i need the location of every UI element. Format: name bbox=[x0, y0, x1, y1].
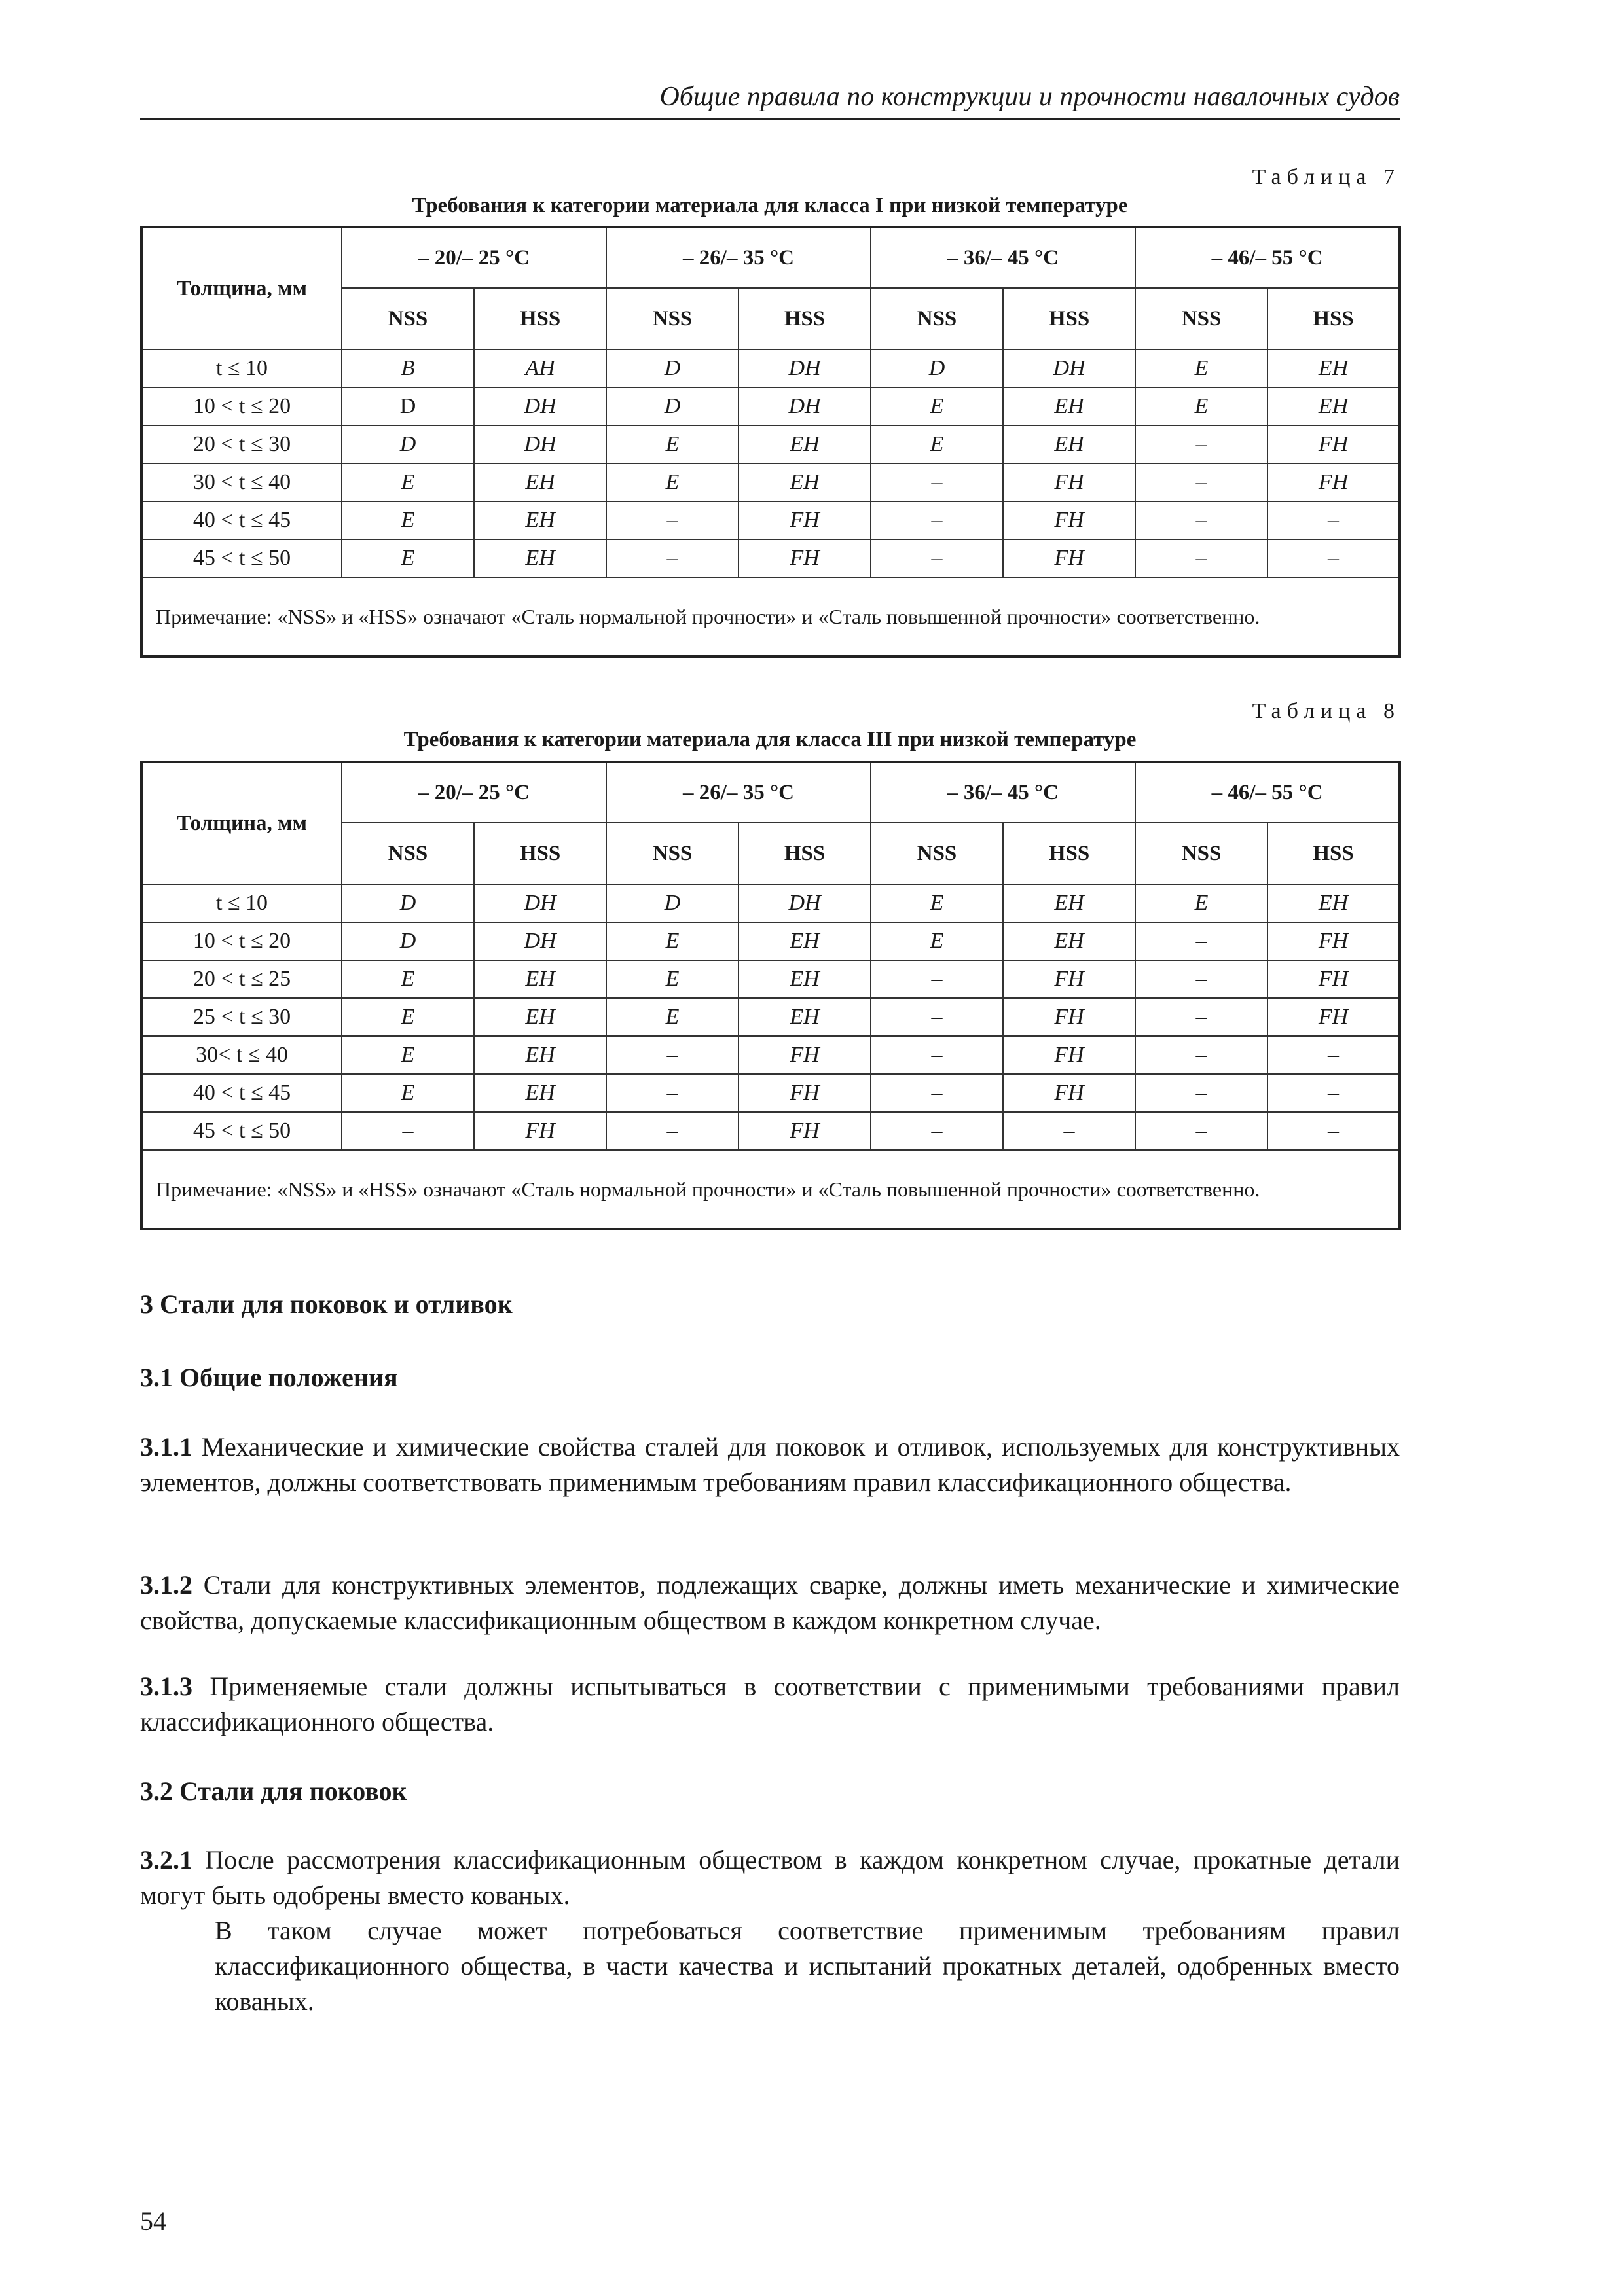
grade-cell: – bbox=[1135, 922, 1267, 960]
grade-cell: D bbox=[342, 425, 474, 463]
table-row bbox=[141, 1074, 1400, 1112]
grade-cell: FH bbox=[1267, 960, 1400, 998]
grade-cell: EH bbox=[739, 463, 871, 501]
grade-cell: – bbox=[1135, 1112, 1267, 1150]
grade-cell: FH bbox=[739, 539, 871, 577]
grade-cell: FH bbox=[739, 1036, 871, 1074]
steel-type-header: NSS bbox=[342, 288, 474, 350]
thickness-cell: 40 < t ≤ 45 bbox=[141, 1074, 342, 1112]
grade-cell: E bbox=[871, 387, 1003, 425]
grade-cell: DH bbox=[474, 884, 606, 922]
grade-cell: E bbox=[342, 501, 474, 539]
thickness-cell: 20 < t ≤ 25 bbox=[141, 960, 342, 998]
grade-cell: EH bbox=[739, 425, 871, 463]
grade-cell: – bbox=[606, 1074, 739, 1112]
section-heading: 3 Стали для поковок и отливок bbox=[140, 1289, 513, 1319]
thickness-header: Толщина, мм bbox=[141, 227, 342, 350]
grade-cell: – bbox=[1135, 425, 1267, 463]
grade-cell: E bbox=[342, 960, 474, 998]
table-7-number: Таблица 7 bbox=[1252, 165, 1400, 189]
steel-type-header: NSS bbox=[606, 823, 739, 884]
grade-cell: EH bbox=[1267, 884, 1400, 922]
grade-cell: D bbox=[342, 922, 474, 960]
grade-cell: DH bbox=[474, 387, 606, 425]
grade-cell: – bbox=[871, 960, 1003, 998]
table-row bbox=[141, 884, 1400, 922]
grade-cell: – bbox=[1267, 1112, 1400, 1150]
grade-cell: – bbox=[1135, 463, 1267, 501]
grade-cell: – bbox=[871, 539, 1003, 577]
grade-cell: E bbox=[342, 539, 474, 577]
grade-cell: – bbox=[871, 1036, 1003, 1074]
grade-cell: B bbox=[342, 350, 474, 387]
grade-cell: FH bbox=[1267, 998, 1400, 1036]
temp-header: – 46/– 55 °C bbox=[1135, 762, 1400, 823]
grade-cell: DH bbox=[1003, 350, 1135, 387]
grade-cell: FH bbox=[1003, 463, 1135, 501]
table-row bbox=[141, 1036, 1400, 1074]
grade-cell: – bbox=[1135, 998, 1267, 1036]
steel-type-header: HSS bbox=[1267, 288, 1400, 350]
grade-cell: – bbox=[1267, 1036, 1400, 1074]
grade-cell: EH bbox=[1003, 387, 1135, 425]
thickness-cell: 40 < t ≤ 45 bbox=[141, 501, 342, 539]
paragraph-number: 3.2.1 bbox=[140, 1845, 192, 1874]
paragraph-text: После рассмотрения классификационным обществом в каждом конкретном случае, прокатные детали могут быть одобрены вместо кованых. bbox=[140, 1845, 1400, 1910]
paragraph-continuation: В таком случае может потребоваться соответствие применимым требованиям правил классификационного общества, в части качества и испытаний прокатных деталей, одобренных вместо кованых. bbox=[215, 1916, 1400, 2016]
steel-type-header: HSS bbox=[1003, 823, 1135, 884]
steel-type-header: HSS bbox=[474, 823, 606, 884]
grade-cell: EH bbox=[474, 463, 606, 501]
grade-cell: FH bbox=[1003, 960, 1135, 998]
thickness-cell: t ≤ 10 bbox=[141, 884, 342, 922]
paragraph-3-2-1 bbox=[140, 1842, 1400, 2019]
page-number: 54 bbox=[140, 2206, 166, 2236]
table-8-number: Таблица 8 bbox=[1252, 699, 1400, 723]
table-row bbox=[141, 501, 1400, 539]
grade-cell: FH bbox=[1003, 998, 1135, 1036]
grade-cell: E bbox=[871, 922, 1003, 960]
temp-header: – 20/– 25 °C bbox=[342, 227, 606, 288]
temp-header: – 20/– 25 °C bbox=[342, 762, 606, 823]
table-row bbox=[141, 539, 1400, 577]
thickness-cell: t ≤ 10 bbox=[141, 350, 342, 387]
paragraph-text: Механические и химические свойства сталей для поковок и отливок, используемых для конструктивных элементов, должны соответствовать применимым требованиям правил классификационного общества. bbox=[140, 1432, 1400, 1497]
table-row bbox=[141, 960, 1400, 998]
grade-cell: – bbox=[871, 463, 1003, 501]
grade-cell: – bbox=[342, 1112, 474, 1150]
grade-cell: – bbox=[606, 501, 739, 539]
grade-cell: – bbox=[871, 1074, 1003, 1112]
paragraph-3-1-2 bbox=[140, 1568, 1400, 1638]
grade-cell: DH bbox=[474, 922, 606, 960]
grade-cell: EH bbox=[474, 539, 606, 577]
steel-type-header: NSS bbox=[871, 823, 1003, 884]
thickness-cell: 30< t ≤ 40 bbox=[141, 1036, 342, 1074]
table-header-row bbox=[141, 762, 1400, 823]
grade-cell: FH bbox=[1267, 425, 1400, 463]
table-row bbox=[141, 387, 1400, 425]
grade-cell: E bbox=[606, 960, 739, 998]
grade-cell: E bbox=[606, 922, 739, 960]
grade-cell: – bbox=[1135, 1074, 1267, 1112]
grade-cell: EH bbox=[739, 922, 871, 960]
paragraph-number: 3.1.2 bbox=[140, 1570, 192, 1600]
grade-cell: E bbox=[342, 463, 474, 501]
steel-type-header: HSS bbox=[739, 288, 871, 350]
grade-cell: EH bbox=[739, 960, 871, 998]
grade-cell: EH bbox=[1003, 922, 1135, 960]
grade-cell: EH bbox=[474, 501, 606, 539]
grade-cell: – bbox=[1267, 1074, 1400, 1112]
grade-cell: – bbox=[1135, 539, 1267, 577]
temp-header: – 36/– 45 °C bbox=[871, 227, 1135, 288]
steel-type-header: HSS bbox=[739, 823, 871, 884]
temp-header: – 26/– 35 °C bbox=[606, 762, 871, 823]
subsection-heading: 3.2 Стали для поковок bbox=[140, 1776, 407, 1806]
temp-header: – 36/– 45 °C bbox=[871, 762, 1135, 823]
table-7-title: Требования к категории материала для класса I при низкой температуре bbox=[412, 194, 1128, 217]
grade-cell: D bbox=[606, 884, 739, 922]
grade-cell: FH bbox=[739, 501, 871, 539]
grade-cell: E bbox=[871, 425, 1003, 463]
paragraph-3-1-3 bbox=[140, 1669, 1400, 1740]
steel-type-header: NSS bbox=[1135, 288, 1267, 350]
grade-cell: – bbox=[1135, 501, 1267, 539]
table-8 bbox=[140, 761, 1401, 1230]
table-note-row bbox=[141, 1150, 1400, 1229]
table-row bbox=[141, 998, 1400, 1036]
grade-cell: – bbox=[1135, 960, 1267, 998]
grade-cell: FH bbox=[739, 1112, 871, 1150]
grade-cell: E bbox=[1135, 350, 1267, 387]
steel-type-header: NSS bbox=[871, 288, 1003, 350]
grade-cell: E bbox=[342, 1036, 474, 1074]
grade-cell: – bbox=[871, 501, 1003, 539]
grade-cell: – bbox=[1135, 1036, 1267, 1074]
grade-cell: E bbox=[342, 998, 474, 1036]
grade-cell: D bbox=[342, 387, 474, 425]
grade-cell: EH bbox=[474, 998, 606, 1036]
grade-cell: DH bbox=[739, 350, 871, 387]
thickness-cell: 45 < t ≤ 50 bbox=[141, 1112, 342, 1150]
table-note: Примечание: «NSS» и «HSS» означают «Сталь нормальной прочности» и «Сталь повышенной прочности» соответственно. bbox=[141, 577, 1400, 656]
grade-cell: E bbox=[1135, 884, 1267, 922]
temp-header: – 46/– 55 °C bbox=[1135, 227, 1400, 288]
thickness-cell: 25 < t ≤ 30 bbox=[141, 998, 342, 1036]
grade-cell: FH bbox=[1267, 922, 1400, 960]
table-row bbox=[141, 463, 1400, 501]
grade-cell: FH bbox=[739, 1074, 871, 1112]
steel-type-header: NSS bbox=[1135, 823, 1267, 884]
thickness-cell: 30 < t ≤ 40 bbox=[141, 463, 342, 501]
grade-cell: EH bbox=[739, 998, 871, 1036]
table-note: Примечание: «NSS» и «HSS» означают «Сталь нормальной прочности» и «Сталь повышенной прочности» соответственно. bbox=[141, 1150, 1400, 1229]
grade-cell: EH bbox=[1003, 425, 1135, 463]
grade-cell: D bbox=[606, 387, 739, 425]
thickness-header: Толщина, мм bbox=[141, 762, 342, 884]
grade-cell: – bbox=[606, 1112, 739, 1150]
grade-cell: DH bbox=[474, 425, 606, 463]
grade-cell: AH bbox=[474, 350, 606, 387]
grade-cell: FH bbox=[1003, 1036, 1135, 1074]
grade-cell: FH bbox=[474, 1112, 606, 1150]
grade-cell: EH bbox=[1267, 387, 1400, 425]
grade-cell: – bbox=[871, 998, 1003, 1036]
steel-type-header: NSS bbox=[342, 823, 474, 884]
grade-cell: – bbox=[606, 1036, 739, 1074]
steel-type-header: HSS bbox=[1267, 823, 1400, 884]
grade-cell: E bbox=[871, 884, 1003, 922]
grade-cell: – bbox=[606, 539, 739, 577]
table-row bbox=[141, 1112, 1400, 1150]
grade-cell: FH bbox=[1003, 1074, 1135, 1112]
table-note-row bbox=[141, 577, 1400, 656]
running-header: Общие правила по конструкции и прочности навалочных судов bbox=[140, 77, 1400, 120]
grade-cell: EH bbox=[474, 960, 606, 998]
temp-header: – 26/– 35 °C bbox=[606, 227, 871, 288]
grade-cell: E bbox=[342, 1074, 474, 1112]
grade-cell: – bbox=[1003, 1112, 1135, 1150]
grade-cell: – bbox=[1267, 539, 1400, 577]
steel-type-header: HSS bbox=[1003, 288, 1135, 350]
grade-cell: EH bbox=[474, 1074, 606, 1112]
grade-cell: E bbox=[606, 463, 739, 501]
grade-cell: FH bbox=[1003, 539, 1135, 577]
grade-cell: EH bbox=[1003, 884, 1135, 922]
grade-cell: E bbox=[606, 425, 739, 463]
grade-cell: FH bbox=[1003, 501, 1135, 539]
thickness-cell: 20 < t ≤ 30 bbox=[141, 425, 342, 463]
table-row bbox=[141, 922, 1400, 960]
grade-cell: D bbox=[606, 350, 739, 387]
table-header-row bbox=[141, 227, 1400, 288]
steel-type-header: HSS bbox=[474, 288, 606, 350]
grade-cell: E bbox=[606, 998, 739, 1036]
grade-cell: E bbox=[1135, 387, 1267, 425]
paragraph-3-1-1 bbox=[140, 1429, 1400, 1500]
grade-cell: FH bbox=[1267, 463, 1400, 501]
grade-cell: – bbox=[1267, 501, 1400, 539]
grade-cell: EH bbox=[474, 1036, 606, 1074]
grade-cell: DH bbox=[739, 387, 871, 425]
thickness-cell: 45 < t ≤ 50 bbox=[141, 539, 342, 577]
table-8-title: Требования к категории материала для класса III при низкой температуре bbox=[403, 728, 1137, 751]
steel-type-header: NSS bbox=[606, 288, 739, 350]
table-row bbox=[141, 425, 1400, 463]
table-7 bbox=[140, 226, 1401, 658]
paragraph-text: Применяемые стали должны испытываться в соответствии с применимыми требованиями правил классификационного общества. bbox=[140, 1672, 1400, 1736]
paragraph-text: Стали для конструктивных элементов, подлежащих сварке, должны иметь механические и химические свойства, допускаемые классификационным обществом в каждом конкретном случае. bbox=[140, 1570, 1400, 1635]
thickness-cell: 10 < t ≤ 20 bbox=[141, 387, 342, 425]
grade-cell: – bbox=[871, 1112, 1003, 1150]
grade-cell: EH bbox=[1267, 350, 1400, 387]
table-row bbox=[141, 350, 1400, 387]
grade-cell: D bbox=[342, 884, 474, 922]
paragraph-number: 3.1.3 bbox=[140, 1672, 192, 1701]
subsection-heading: 3.1 Общие положения bbox=[140, 1363, 398, 1392]
grade-cell: DH bbox=[739, 884, 871, 922]
paragraph-number: 3.1.1 bbox=[140, 1432, 192, 1462]
grade-cell: D bbox=[871, 350, 1003, 387]
thickness-cell: 10 < t ≤ 20 bbox=[141, 922, 342, 960]
